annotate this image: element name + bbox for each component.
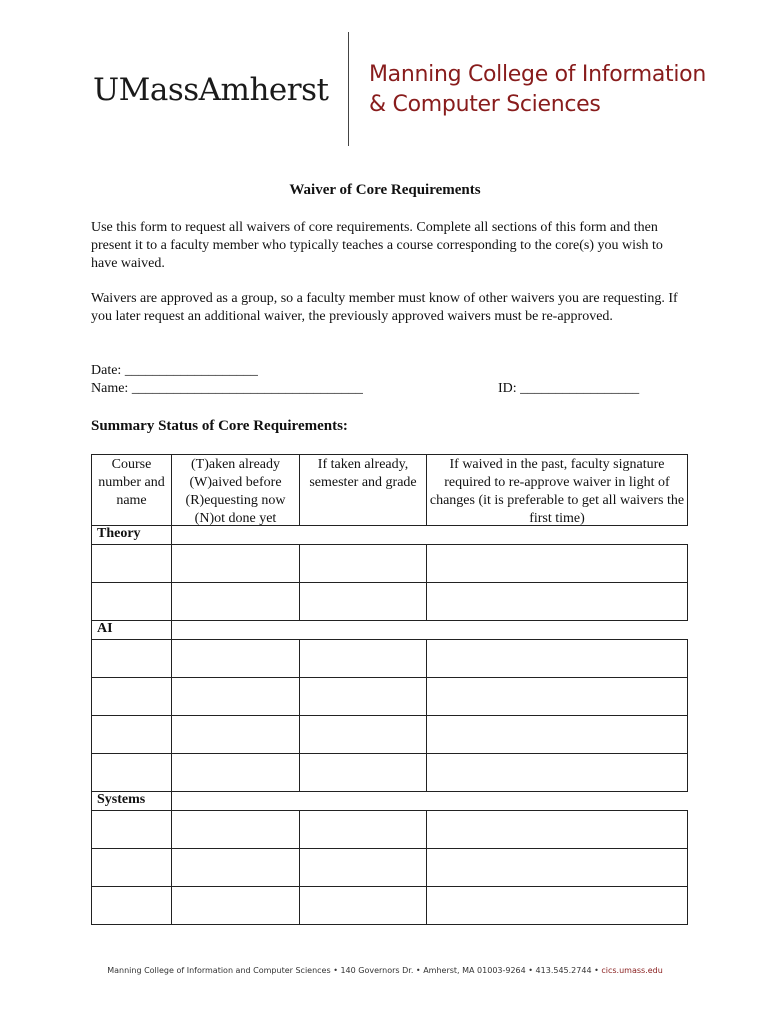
table-cell[interactable]: [171, 715, 300, 754]
table-cell[interactable]: [426, 582, 688, 621]
footer-url[interactable]: cics.umass.edu: [601, 966, 663, 975]
instructions-paragraph-2: Waivers are approved as a group, so a faculty member must know of other waivers you are requesting. If you later request an additional waiver, the previously approved waivers must be re-approved.: [91, 291, 678, 324]
table-cell[interactable]: [299, 753, 427, 792]
table-cell[interactable]: [299, 886, 427, 925]
category-label: Theory: [97, 526, 141, 541]
table-cell[interactable]: [299, 848, 427, 887]
table-header-cell: If waived in the past, faculty signature required to re-approve waiver in light of changes (it is preferable to get all waivers the first time): [426, 454, 688, 526]
table-cell[interactable]: [171, 886, 300, 925]
header-divider: [348, 32, 349, 146]
id-field[interactable]: ID: _________________: [498, 381, 640, 396]
table-cell[interactable]: [171, 753, 300, 792]
table-cell[interactable]: [171, 810, 300, 849]
college-line-2: & Computer Sciences: [369, 92, 601, 117]
table-cell[interactable]: [91, 810, 172, 849]
table-cell[interactable]: [299, 582, 427, 621]
table-cell[interactable]: [91, 715, 172, 754]
table-cell[interactable]: [91, 582, 172, 621]
instructions-paragraph-1: Use this form to request all waivers of core requirements. Complete all sections of this form and then present it to a faculty member who typically teaches a course corresponding to the core(s) you wish to have waived.: [91, 220, 663, 271]
umass-amherst-logo: [93, 72, 328, 108]
table-cell[interactable]: [426, 886, 688, 925]
table-cell[interactable]: [91, 753, 172, 792]
logo-amherst: Amherst: [198, 72, 329, 108]
table-cell[interactable]: [171, 848, 300, 887]
table-cell[interactable]: [91, 848, 172, 887]
page-footer: [0, 966, 770, 975]
table-cell[interactable]: [299, 677, 427, 716]
table-cell[interactable]: [426, 810, 688, 849]
table-cell[interactable]: [171, 639, 300, 678]
table-header-cell: If taken already, semester and grade: [299, 454, 427, 526]
table-cell[interactable]: [171, 582, 300, 621]
table-cell[interactable]: [426, 639, 688, 678]
name-field[interactable]: Name: _________________________________: [91, 381, 363, 396]
table-header-cell: (T)aken already (W)aived before (R)equesting now (N)ot done yet: [171, 454, 300, 526]
table-cell[interactable]: [426, 715, 688, 754]
table-cell[interactable]: [299, 639, 427, 678]
table-cell[interactable]: [91, 639, 172, 678]
category-label: AI: [97, 621, 113, 636]
summary-heading: Summary Status of Core Requirements:: [91, 418, 348, 434]
college-name: [369, 60, 706, 120]
table-cell[interactable]: [299, 715, 427, 754]
college-line-1: Manning College of Information: [369, 62, 706, 87]
table-cell[interactable]: [426, 848, 688, 887]
table-cell[interactable]: [171, 677, 300, 716]
date-field[interactable]: Date: ___________________: [91, 363, 258, 378]
table-cell[interactable]: [91, 544, 172, 583]
table-cell[interactable]: [299, 544, 427, 583]
table-cell[interactable]: [91, 677, 172, 716]
table-cell[interactable]: [426, 544, 688, 583]
table-cell[interactable]: [426, 753, 688, 792]
table-cell[interactable]: [171, 544, 300, 583]
page-header: [0, 0, 770, 160]
logo-umass: UMass: [93, 72, 199, 108]
core-requirements-table: [91, 454, 687, 927]
form-title: Waiver of Core Requirements: [289, 182, 481, 198]
table-cell[interactable]: [91, 886, 172, 925]
footer-address: Manning College of Information and Computer Sciences • 140 Governors Dr. • Amherst, MA 01003-9264 • 413.545.2744 •: [107, 966, 599, 975]
category-label: Systems: [97, 792, 146, 807]
table-cell[interactable]: [426, 677, 688, 716]
table-header-cell: Course number and name: [91, 454, 172, 526]
table-cell[interactable]: [299, 810, 427, 849]
